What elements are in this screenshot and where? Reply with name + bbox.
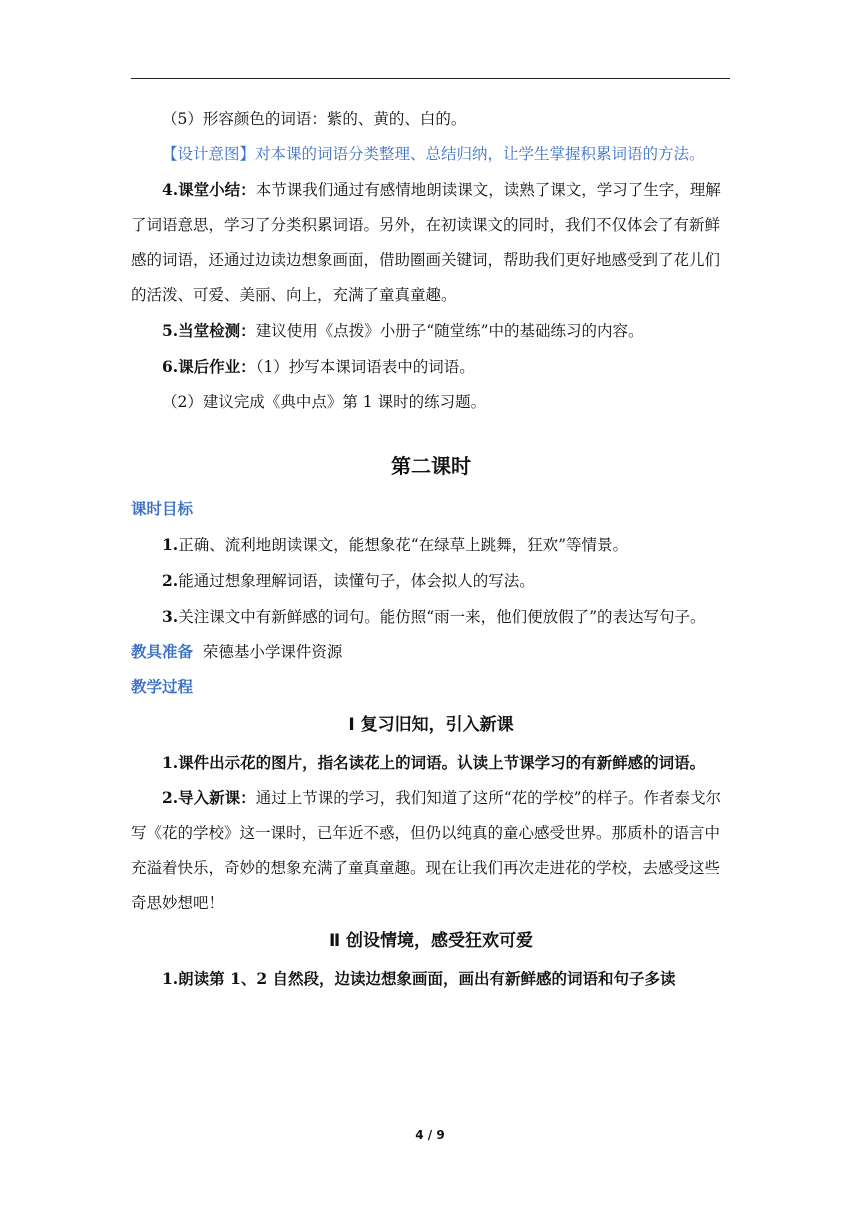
section1-item2-text: 通过上节课的学习，我们知道了这所“花的学校”的样子。作者泰戈尔写《花的学校》这一课时，已年近不惑，但仍以纯真的童心感受世界。那质朴的语言中充溢着快乐，奇妙的想象充满了童真童趣。现在让我们再次走进花的学校，去感受这些奇思妙想吧！: [131, 789, 722, 912]
page-content: [131, 102, 731, 996]
goal-text: 能通过想象理解词语，读懂句子，体会拟人的写法。: [178, 572, 535, 590]
section1-item1: 1.课件出示花的图片，指名读花上的词语。认读上节课学习的有新鲜感的词语。: [162, 753, 706, 772]
section1-item2-label: 2.导入新课：: [162, 788, 256, 807]
goals-label: 课时目标: [131, 500, 194, 518]
summary-paragraph: [131, 172, 731, 313]
tools-paragraph: [131, 635, 731, 670]
test-paragraph: [131, 313, 731, 349]
process-label: 教学过程: [131, 678, 194, 696]
lesson-title: 第二课时: [391, 454, 471, 478]
homework-paragraph: [131, 349, 731, 385]
summary-label: 4.课堂小结：: [162, 180, 256, 199]
goal-text: 正确、流利地朗读课文，能想象花“在绿草上跳舞，狂欢”等情景。: [178, 536, 629, 554]
goal-text: 关注课文中有新鲜感的词句。能仿照“雨一来，他们便放假了”的表达写句子。: [178, 608, 706, 626]
design-intent-paragraph: 【设计意图】对本课的词语分类整理、总结归纳，让学生掌握积累词语的方法。: [162, 145, 705, 163]
summary-text: 本节课我们通过有感情地朗读课文，读熟了课文，学习了生字，理解了词语意思，学习了分类积累词语。另外，在初读课文的同时，我们不仅体会了有新鲜感的词语，还通过边读边想象画面，借助圈画关键词，帮助我们更好地感受到了花儿们的活泼、可爱、美丽、向上，充满了童真童趣。: [131, 181, 721, 304]
page-number: 4 / 9: [415, 1128, 445, 1142]
homework2-paragraph: （2）建议完成《典中点》第 1 课时的练习题。: [162, 393, 487, 411]
goal-item: [131, 599, 731, 635]
section-title-1: Ⅰ 复习旧知，引入新课: [348, 715, 514, 735]
homework-text: （1）抄写本课词语表中的词语。: [255, 358, 475, 376]
section2-item1: 1.朗读第 1、2 自然段，边读边想象画面，画出有新鲜感的词语和句子多读: [162, 969, 676, 988]
goal-number: 3.: [162, 607, 179, 626]
goal-number: 1.: [162, 535, 179, 554]
header-rule: [131, 78, 730, 79]
color-words-paragraph: （5）形容颜色的词语：紫的、黄的、白的。: [162, 110, 467, 128]
goal-item: [131, 563, 731, 599]
goal-item: [131, 527, 731, 563]
homework-label: 6.课后作业：: [162, 357, 256, 376]
section1-item2: [131, 780, 731, 921]
tools-text: 荣德基小学课件资源: [202, 643, 343, 661]
test-label: 5.当堂检测：: [162, 321, 256, 340]
test-text: 建议使用《点拨》小册子“随堂练”中的基础练习的内容。: [255, 322, 644, 340]
section-title-2: Ⅱ 创设情境，感受狂欢可爱: [328, 931, 534, 951]
tools-label: 教具准备: [131, 643, 194, 661]
goal-number: 2.: [162, 571, 179, 590]
